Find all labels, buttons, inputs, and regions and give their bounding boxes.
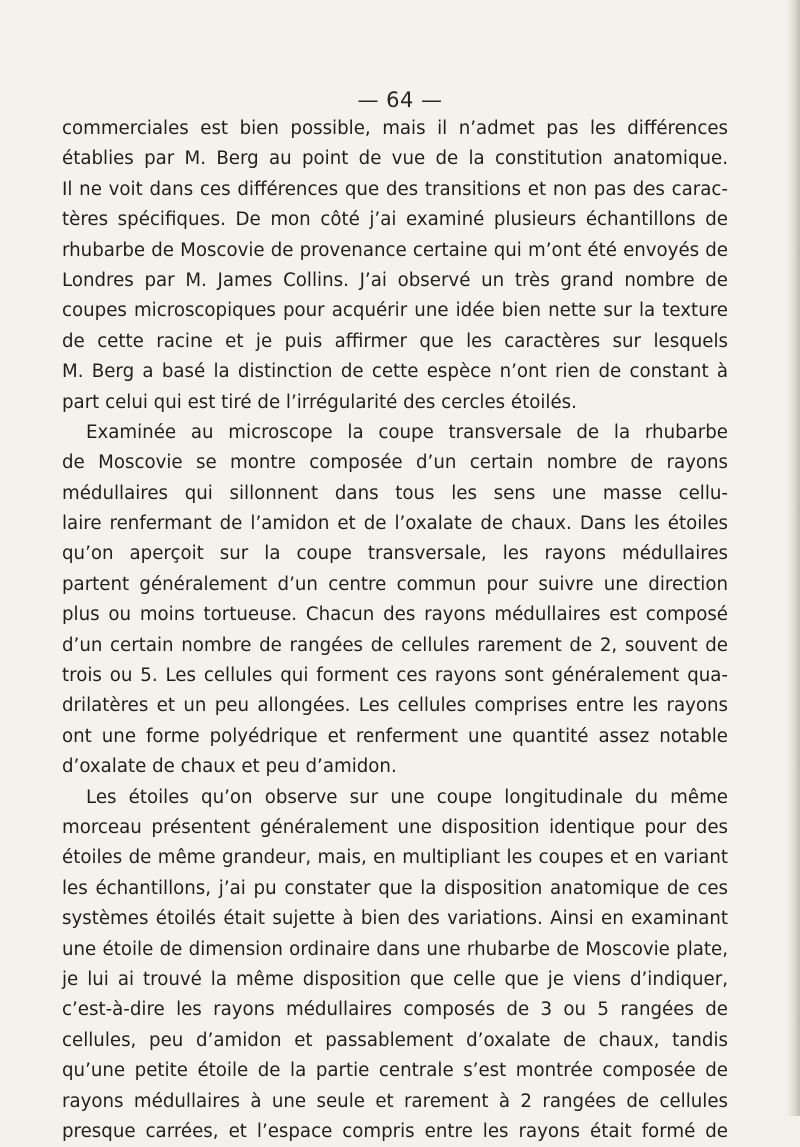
text-line: M. Berg a basé la distinction de cette espèce n’ont rien de constant à (62, 361, 728, 383)
text-line: part celui qui est tiré de l’irrégularité des cercles étoilés. (62, 391, 577, 413)
text-line: une étoile de dimension ordinaire dans une rhubarbe de Moscovie plate, (62, 938, 728, 960)
text-line: Les étoiles qu’on observe sur une coupe longitudinale du même (86, 786, 728, 808)
text-line: presque carrées, et l’espace compris entre les rayons était formé de (62, 1120, 728, 1142)
text-line: c’est-à-dire les rayons médullaires composés de 3 ou 5 rangées de (62, 999, 728, 1021)
text-line: je lui ai trouvé la même disposition que celle que je viens d’indiquer, (62, 968, 728, 990)
text-line: trois ou 5. Les cellules qui forment ces rayons sont généralement qua- (62, 665, 728, 687)
paragraph (62, 783, 728, 1147)
text-line: qu’on aperçoit sur la coupe transversale, les rayons médullaires (62, 543, 728, 565)
text-line: laire renfermant de l’amidon et de l’oxalate de chaux. Dans les étoiles (62, 513, 728, 535)
text-line: médullaires qui sillonnent dans tous les sens une masse cellu- (62, 482, 728, 504)
text-line: systèmes étoilés était sujette à bien des variations. Ainsi en examinant (62, 908, 728, 930)
text-line: cellules, peu d’amidon et passablement d’oxalate de chaux, tandis (62, 1029, 728, 1051)
text-line: Londres par M. James Collins. J’ai observé un très grand nombre de (62, 269, 728, 291)
text-line: Il ne voit dans ces différences que des transitions et non pas des carac- (62, 178, 728, 200)
page-number: — 64 — (357, 88, 443, 112)
text-line: rhubarbe de Moscovie de provenance certaine qui m’ont été envoyés de (62, 239, 728, 261)
text-line: tères spécifiques. De mon côté j’ai examiné plusieurs échantillons de (62, 209, 728, 231)
text-line: de Moscovie se montre composée d’un certain nombre de rayons (62, 452, 728, 474)
text-line: qu’une petite étoile de la partie centrale s’est montrée composée de (62, 1060, 728, 1082)
text-line: de cette racine et je puis affirmer que les caractères sur lesquels (62, 330, 728, 352)
body-text (62, 114, 728, 1147)
text-line: d’un certain nombre de rangées de cellules rarement de 2, souvent de (62, 634, 728, 656)
paragraph (62, 114, 728, 418)
text-line: étoiles de même grandeur, mais, en multipliant les coupes et en variant (62, 847, 728, 869)
text-line: ont une forme polyédrique et renferment une quantité assez notable (62, 725, 728, 747)
text-line: les échantillons, j’ai pu constater que la disposition anatomique de ces (62, 877, 728, 899)
text-line: plus ou moins tortueuse. Chacun des rayons médullaires est composé (62, 604, 728, 626)
text-line: morceau présentent généralement une disposition identique pour des (62, 816, 728, 838)
text-line: établies par M. Berg au point de vue de la constitution anatomique. (62, 148, 728, 170)
text-line: rayons médullaires à une seule et rarement à 2 rangées de cellules (62, 1090, 728, 1112)
text-line: partent généralement d’un centre commun pour suivre une direction (62, 573, 728, 595)
text-line: drilatères et un peu allongées. Les cellules comprises entre les rayons (62, 695, 728, 717)
text-line: Examinée au microscope la coupe transversale de la rhubarbe (86, 421, 728, 443)
text-line: commerciales est bien possible, mais il n’admet pas les différences (62, 118, 728, 139)
text-line: coupes microscopiques pour acquérir une idée bien nette sur la texture (62, 300, 728, 322)
page-edge-shadow (786, 0, 800, 1116)
paragraph (62, 418, 728, 783)
text-line: d’oxalate de chaux et peu d’amidon. (62, 756, 397, 778)
